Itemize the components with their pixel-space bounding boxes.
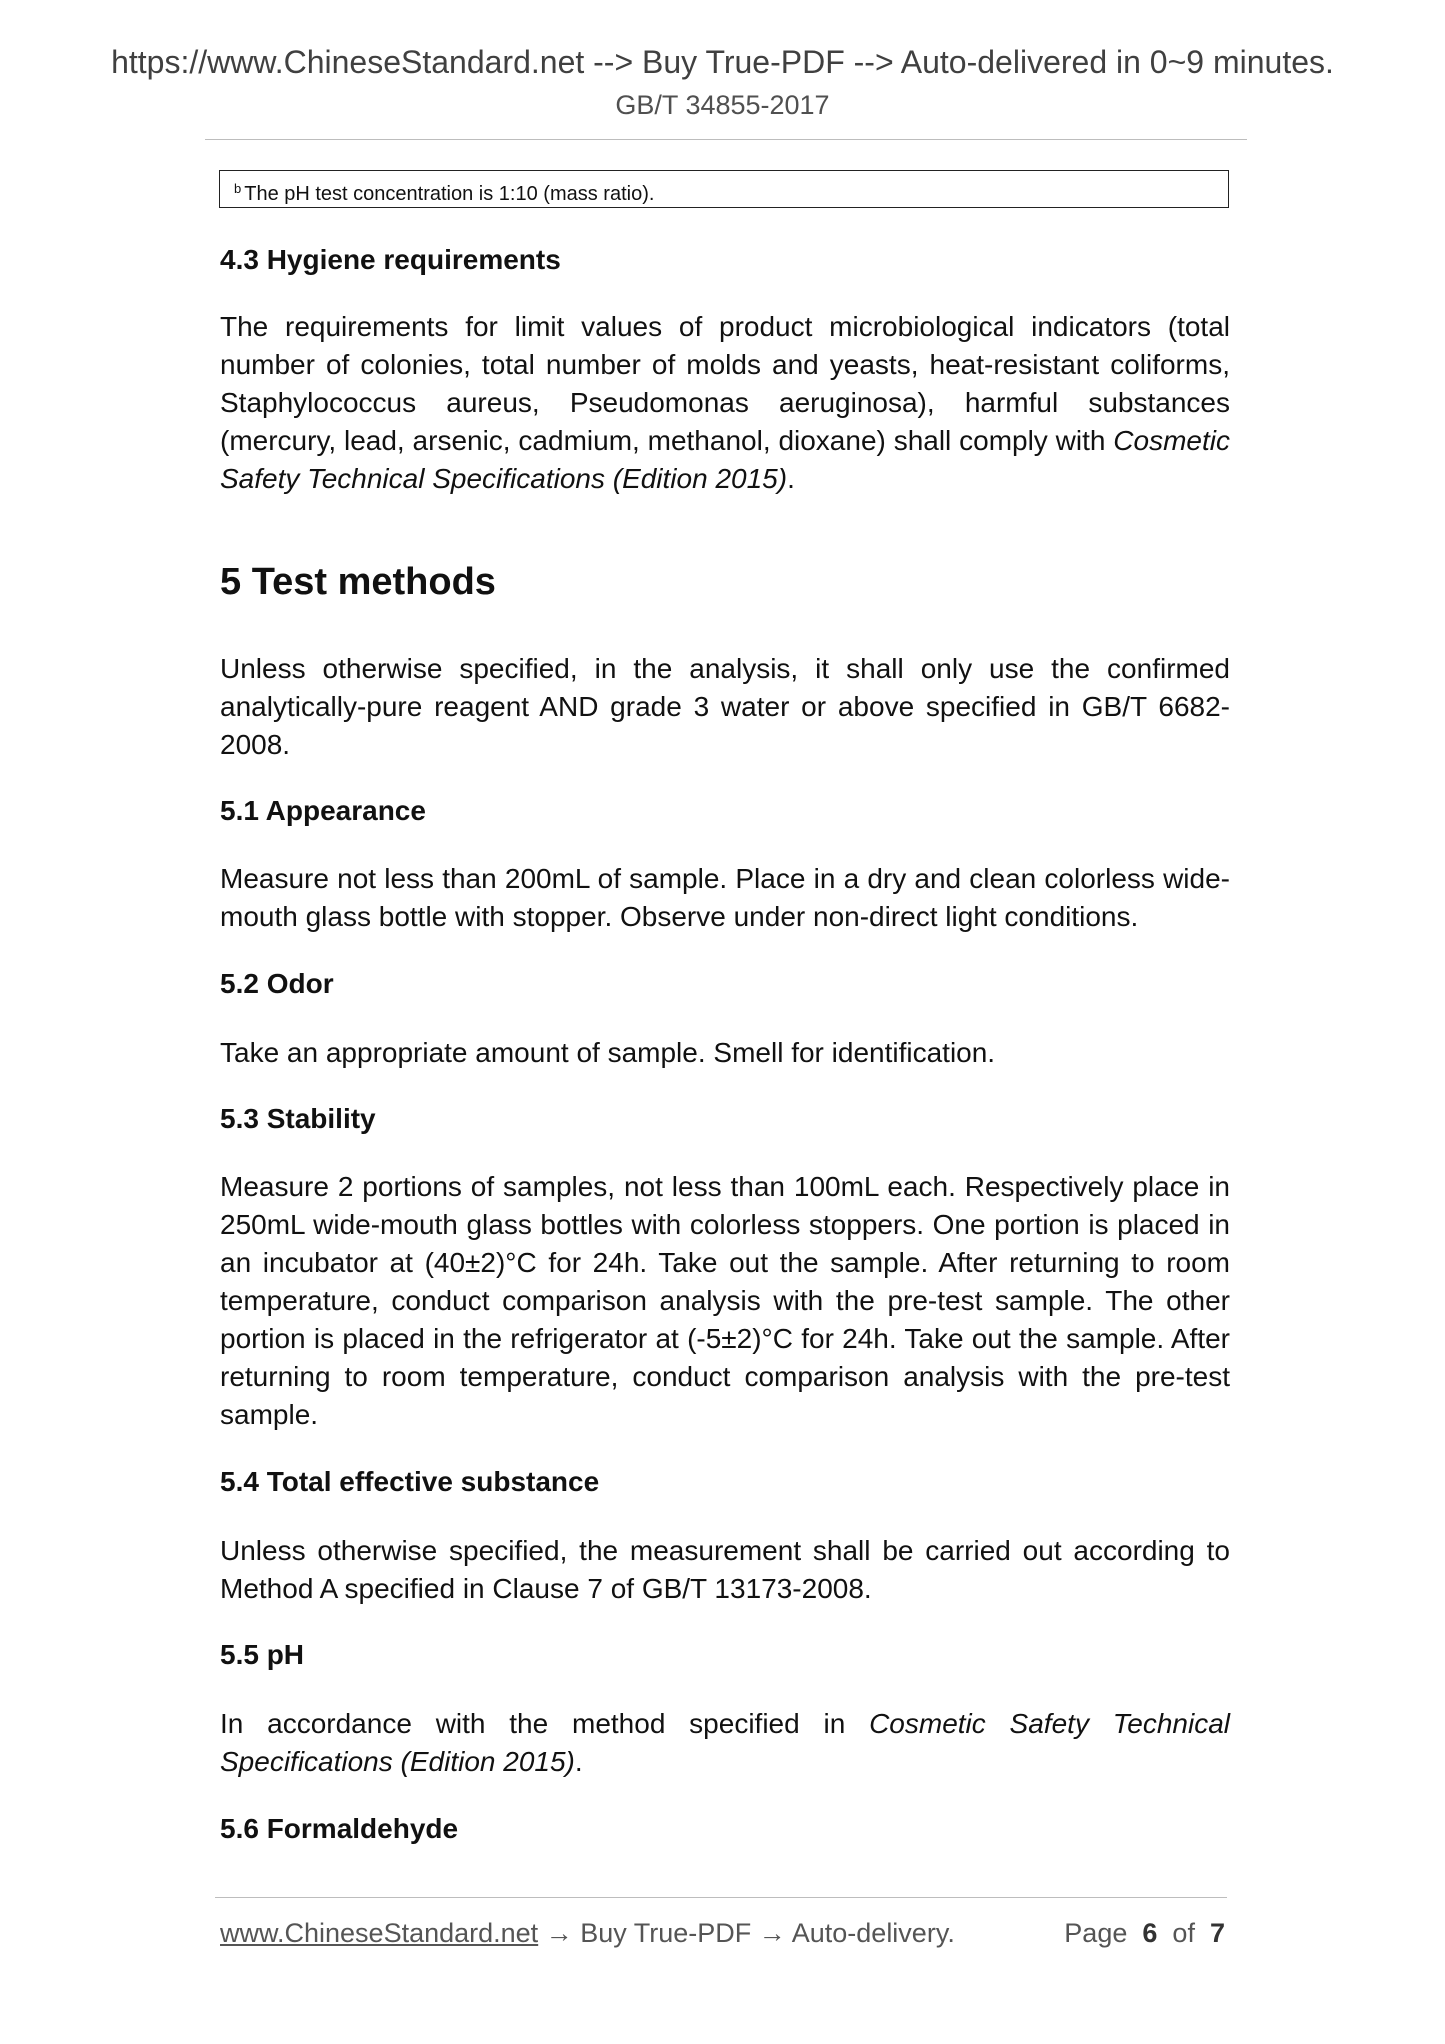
section-5-6 — [220, 1812, 1230, 1846]
section-5 — [220, 560, 1230, 604]
page-current: 6 — [1142, 1918, 1158, 1948]
section-5-6-heading: 5.6 Formaldehyde — [220, 1813, 459, 1844]
section-5-3-text: Measure 2 portions of samples, not less than 100mL each. Respectively place in 250mL wide-mouth glass bottles with colorless stoppers. One portion is placed in an incubator at (40±2)°C for 24h. Take out the sample. After returning to room temperature, conduct comparison analysis with the pre-test sample. The other portion is placed in the refrigerator at (-5±2)°C for 24h. Take out the sample. After returning to room temperature, conduct comparison analysis with the pre-test sample. — [220, 1171, 1230, 1430]
header-divider — [205, 139, 1247, 140]
section-5-5-body: In accordance with the method specified in Cosmetic Safety Technical Specifications (Edition 2015). — [220, 1708, 1230, 1777]
section-5-3-body — [220, 1168, 1230, 1434]
section-5-2 — [220, 967, 1230, 1001]
section-5-body — [220, 650, 1230, 764]
section-4-3-body: The requirements for limit values of product microbiological indicators (total number of colonies, total number of molds and yeasts, heat-resistant coliforms, Staphylococcus aureus, Pseudomonas aeruginosa), harmful substances (mercury, lead, arsenic, cadmium, methanol, dioxane) shall comply with Cosmetic Safety Technical Specifications (Edition 2015). — [220, 311, 1230, 494]
section-5-5 — [220, 1638, 1230, 1672]
table-footnote-box — [219, 170, 1229, 208]
section-5-1-text: Measure not less than 200mL of sample. Place in a dry and clean colorless wide-mouth glass bottle with stopper. Observe under non-direct light conditions. — [220, 863, 1230, 932]
footer-left — [220, 1918, 955, 1949]
section-4-3-text: The requirements for limit values of product microbiological indicators (total number of colonies, total number of molds and yeasts, heat-resistant coliforms, Staphylococcus aureus, Pseudomonas aeruginosa), harmful substances (mercury, lead, arsenic, cadmium, methanol, dioxane) shall comply with — [220, 311, 1230, 456]
section-5-2-body — [220, 1034, 1230, 1072]
section-4-3-heading: 4.3 Hygiene requirements — [220, 244, 561, 275]
footer-site-link[interactable]: www.ChineseStandard.net — [220, 1918, 539, 1948]
section-5-1-body — [220, 860, 1230, 936]
section-5-5-text: In accordance with the method specified in — [220, 1708, 846, 1739]
section-5-4-heading: 5.4 Total effective substance — [220, 1466, 600, 1497]
section-4-3 — [220, 243, 1230, 277]
section-4-3-reference: Cosmetic Safety Technical Specifications (Edition 2015) — [220, 425, 1230, 494]
header-url-line: https://www.ChineseStandard.net --> Buy True-PDF --> Auto-delivered in 0~9 minutes. — [111, 44, 1334, 80]
section-5-3 — [220, 1102, 1230, 1136]
section-5-4-body — [220, 1532, 1230, 1608]
footer-tagline: → Buy True-PDF → Auto-delivery. — [538, 1918, 955, 1948]
section-5-heading: 5 Test methods — [220, 561, 496, 603]
section-5-5-heading: 5.5 pH — [220, 1639, 305, 1670]
footnote-text: The pH test concentration is 1:10 (mass ratio). — [244, 183, 655, 205]
header-standard-number: GB/T 34855-2017 — [615, 90, 830, 120]
footer-divider — [215, 1897, 1227, 1898]
section-5-2-heading: 5.2 Odor — [220, 968, 334, 999]
section-5-1 — [220, 794, 1230, 828]
section-5-5-reference: Cosmetic Safety Technical Specifications (Edition 2015) — [220, 1708, 1230, 1777]
section-5-text: Unless otherwise specified, in the analysis, it shall only use the confirmed analytically-pure reagent AND grade 3 water or above specified in GB/T 6682-2008. — [220, 653, 1230, 760]
section-5-1-heading: 5.1 Appearance — [220, 795, 426, 826]
footer-page-indicator: Page 6 of 7 — [1064, 1918, 1225, 1948]
section-5-4 — [220, 1465, 1230, 1499]
section-5-3-heading: 5.3 Stability — [220, 1103, 376, 1134]
section-5-4-text: Unless otherwise specified, the measurement shall be carried out according to Method A specified in Clause 7 of GB/T 13173-2008. — [220, 1535, 1230, 1604]
section-5-2-text: Take an appropriate amount of sample. Smell for identification. — [220, 1037, 996, 1068]
page-total: 7 — [1209, 1918, 1225, 1948]
footnote-marker: b — [234, 181, 242, 196]
